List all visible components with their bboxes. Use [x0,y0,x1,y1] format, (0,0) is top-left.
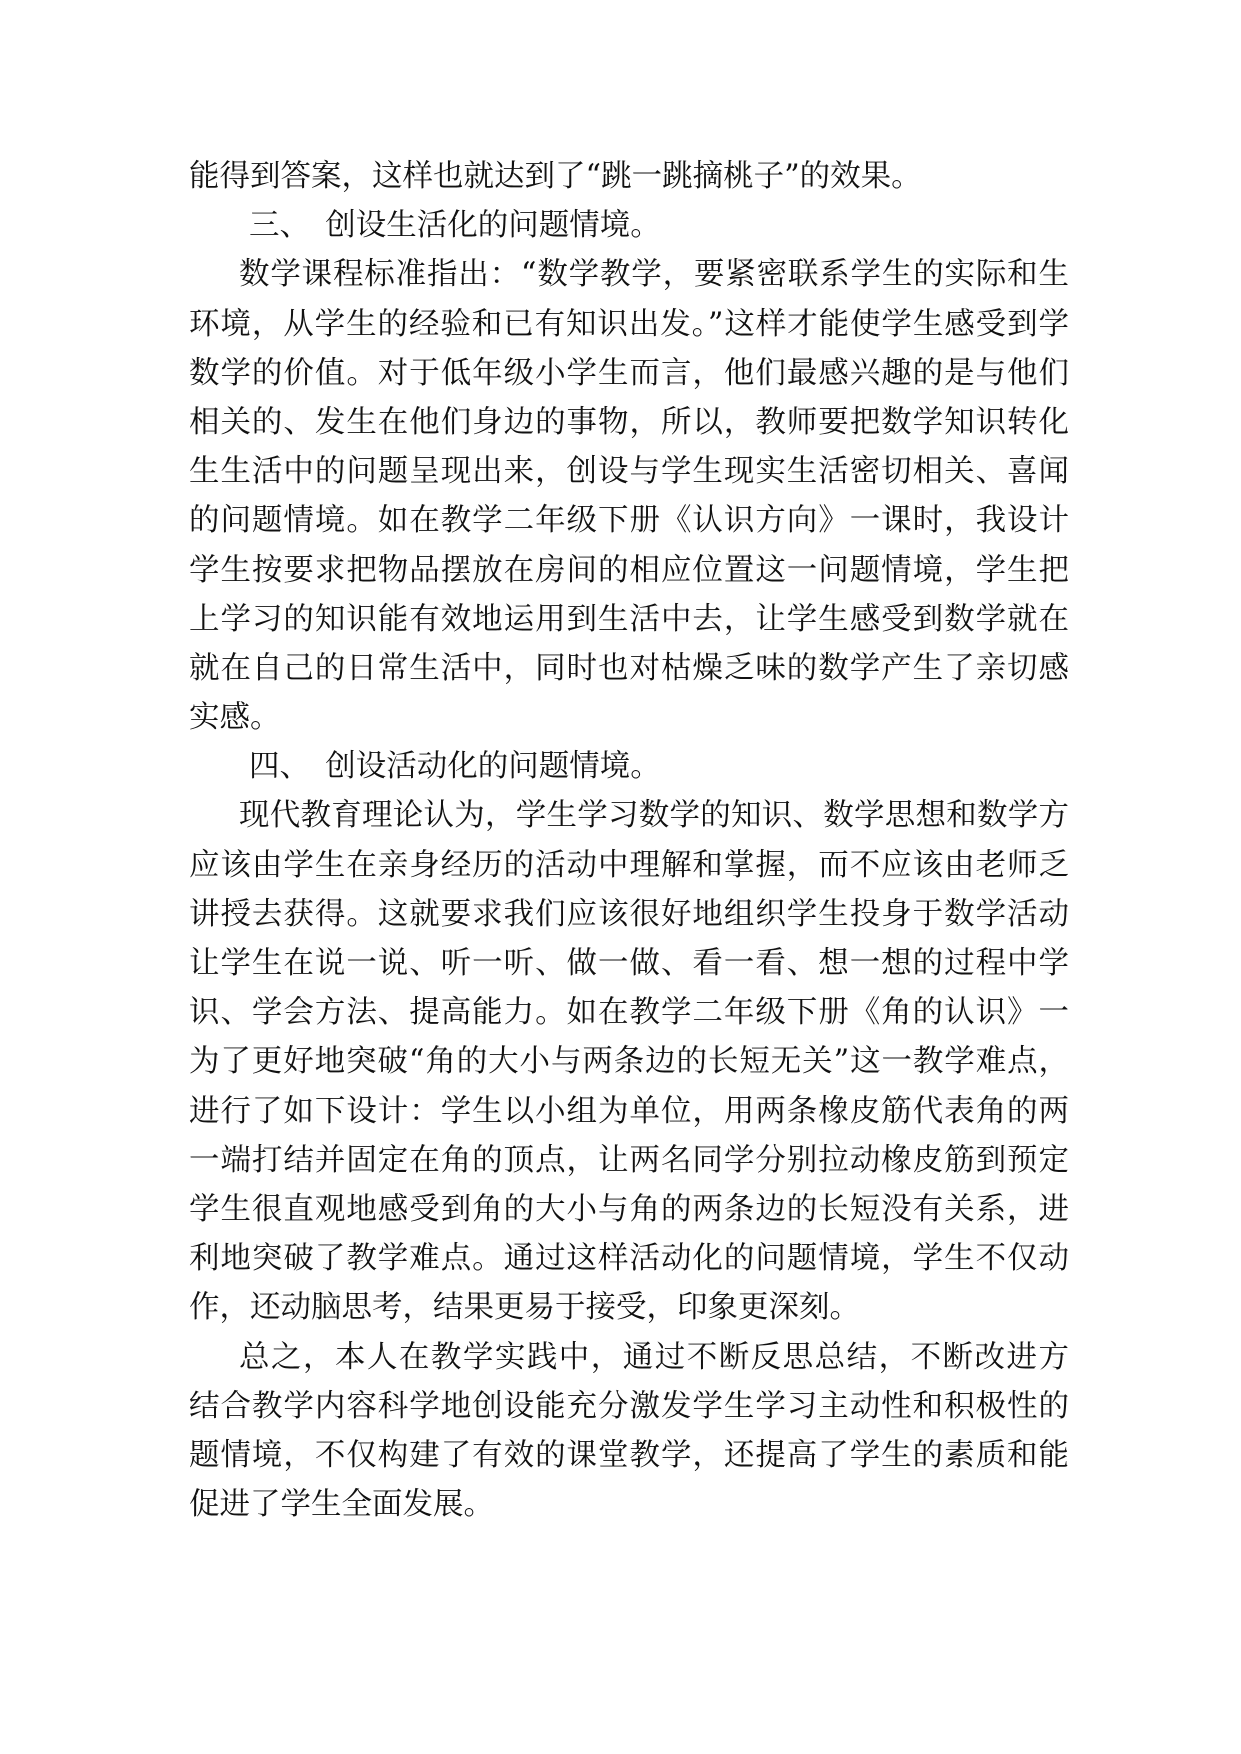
text-line: 能得到答案，这样也就达到了“跳一跳摘桃子”的效果。 [189,159,922,194]
text-line: 学生很直观地感受到角的大小与角的两条边的长短没有关系，进 [189,1191,1069,1227]
text-line: 促进了学生全面发展。 [189,1487,494,1523]
text-line: 识、学会方法、提高能力。如在教学二年级下册《角的认识》一 [189,995,1069,1031]
text-line: 就在自己的日常生活中，同时也对枯燥乏味的数学产生了亲切感 [189,650,1069,686]
text-line: 生生活中的问题呈现出来，创设与学生现实生活密切相关、喜闻 [189,454,1069,490]
text-line: 上学习的知识能有效地运用到生活中去，让学生感受到数学就在 [189,601,1069,637]
text-line: 应该由学生在亲身经历的活动中理解和掌握，而不应该由老师乏 [189,847,1069,883]
text-line: 讲授去获得。这就要求我们应该很好地组织学生投身于数学活动 [189,896,1069,932]
text-line: 利地突破了教学难点。通过这样活动化的问题情境，学生不仅动 [189,1241,1069,1277]
text-line: 总之，本人在教学实践中，通过不断反思总结，不断改进方 [239,1339,1069,1375]
section-heading-3: 三、 创设生活化的问题情境。 [249,208,661,244]
text-line: 学生按要求把物品摆放在房间的相应位置这一问题情境，学生把 [189,552,1069,588]
text-line: 实感。 [189,700,281,736]
text-line: 数学的价值。对于低年级小学生而言，他们最感兴趣的是与他们 [189,355,1069,391]
text-line: 让学生在说一说、听一听、做一做、看一看、想一想的过程中学 [189,946,1069,981]
text-line: 结合教学内容科学地创设能充分激发学生学习主动性和积极性的 [189,1388,1069,1424]
text-line: 相关的、发生在他们身边的事物，所以，教师要把数学知识转化 [189,404,1069,440]
text-line: 一端打结并固定在角的顶点，让两名同学分别拉动橡皮筋到预定 [189,1142,1069,1178]
text-line: 数学课程标准指出：“数学教学，要紧密联系学生的实际和生 [239,257,1069,293]
text-line: 作，还动脑思考，结果更易于接受，印象更深刻。 [189,1290,860,1326]
section-heading-4: 四、 创设活动化的问题情境。 [249,749,661,785]
text-line: 为了更好地突破“角的大小与两条边的长短无关”这一教学难点， [189,1044,1069,1080]
text-line: 的问题情境。如在教学二年级下册《认识方向》一课时，我设计 [189,503,1069,539]
text-line: 环境，从学生的经验和已有知识出发。”这样才能使学生感受到学 [189,306,1069,342]
text-line: 题情境，不仅构建了有效的课堂教学，还提高了学生的素质和能 [189,1437,1069,1473]
text-line: 进行了如下设计：学生以小组为单位，用两条橡皮筋代表角的两 [189,1093,1069,1129]
body-text [189,152,1069,1529]
text-line: 现代教育理论认为，学生学习数学的知识、数学思想和数学方 [239,798,1069,834]
